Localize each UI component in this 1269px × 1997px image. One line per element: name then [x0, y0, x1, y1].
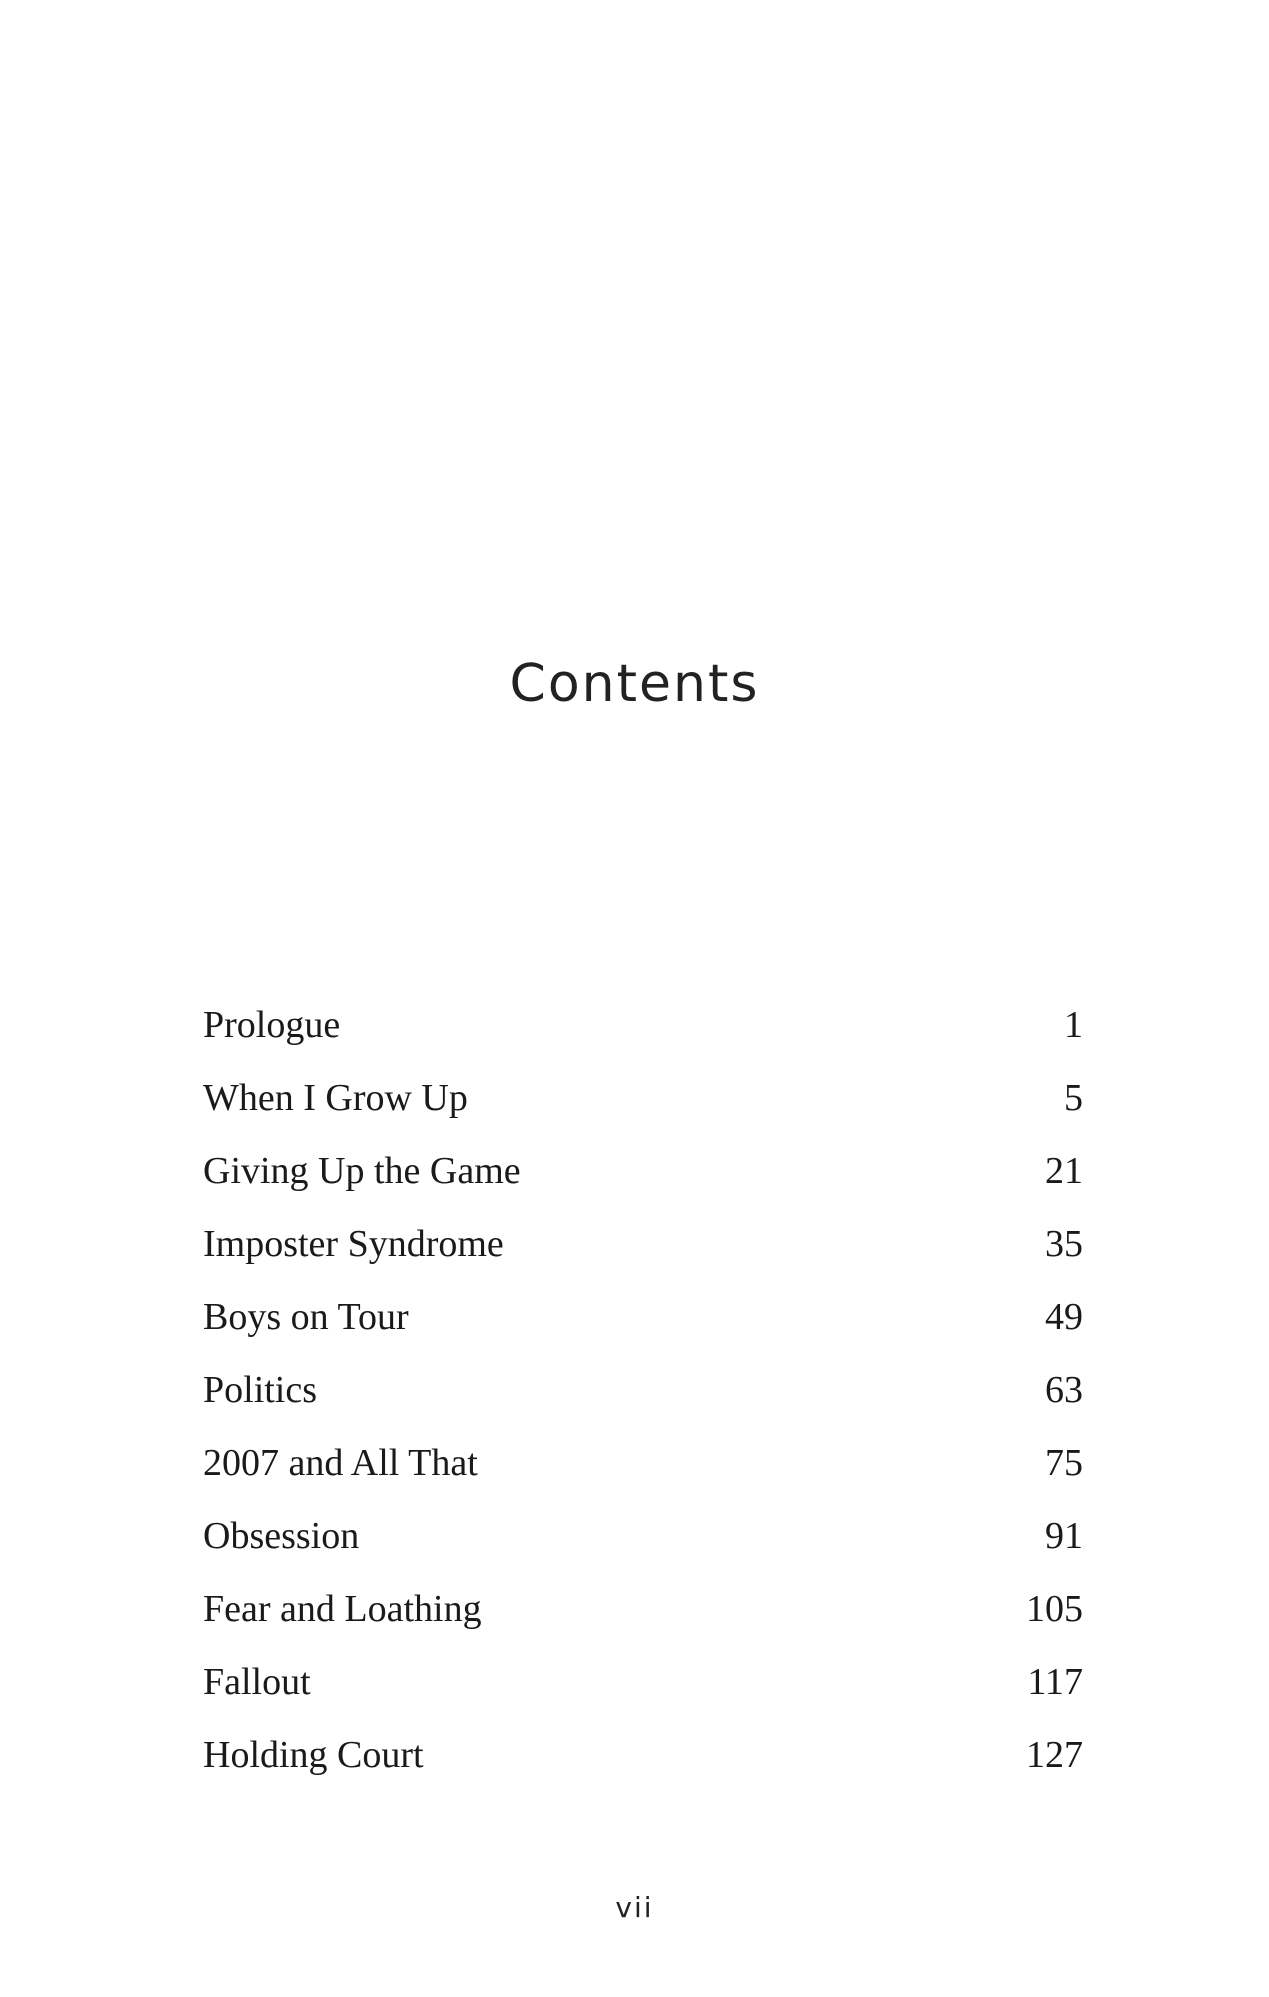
chapter-title: 2007 and All That: [203, 1442, 478, 1484]
folio-page-number: vii: [615, 1891, 654, 1924]
toc-entry-fallout: [203, 1652, 1083, 1725]
toc-entry-prologue: [203, 995, 1083, 1068]
page-number: 1: [1064, 1004, 1083, 1046]
chapter-title: Imposter Syndrome: [203, 1223, 504, 1265]
page-number: 127: [1026, 1734, 1083, 1776]
page-title: Contents: [509, 654, 760, 714]
chapter-title: Politics: [203, 1369, 318, 1411]
chapter-title: Holding Court: [203, 1734, 424, 1776]
chapter-title: When I Grow Up: [203, 1077, 468, 1119]
page-number: 91: [1045, 1515, 1083, 1557]
page-number: 49: [1045, 1296, 1083, 1338]
toc-entry-holding-court: [203, 1725, 1083, 1798]
page-number: 35: [1045, 1223, 1083, 1265]
page-number: 117: [1027, 1661, 1083, 1703]
page-number: 5: [1064, 1077, 1083, 1119]
page-number: 75: [1045, 1442, 1083, 1484]
toc-entry-fear-and-loathing: [203, 1579, 1083, 1652]
chapter-title: Obsession: [203, 1515, 360, 1557]
toc-entry-2007-and-all-that: [203, 1433, 1083, 1506]
chapter-title: Giving Up the Game: [203, 1150, 521, 1192]
toc-entry-imposter-syndrome: [203, 1214, 1083, 1287]
toc-entry-politics: [203, 1360, 1083, 1433]
page-number: 21: [1045, 1150, 1083, 1192]
toc-entry-obsession: [203, 1506, 1083, 1579]
chapter-title: Fear and Loathing: [203, 1588, 482, 1630]
table-of-contents: [203, 995, 1083, 1798]
chapter-title: Boys on Tour: [203, 1296, 409, 1338]
chapter-title: Fallout: [203, 1661, 311, 1703]
page-number: 63: [1045, 1369, 1083, 1411]
page-number: 105: [1026, 1588, 1083, 1630]
toc-entry-giving-up-the-game: [203, 1141, 1083, 1214]
chapter-title: Prologue: [203, 1004, 341, 1046]
toc-entry-when-i-grow-up: [203, 1068, 1083, 1141]
toc-entry-boys-on-tour: [203, 1287, 1083, 1360]
